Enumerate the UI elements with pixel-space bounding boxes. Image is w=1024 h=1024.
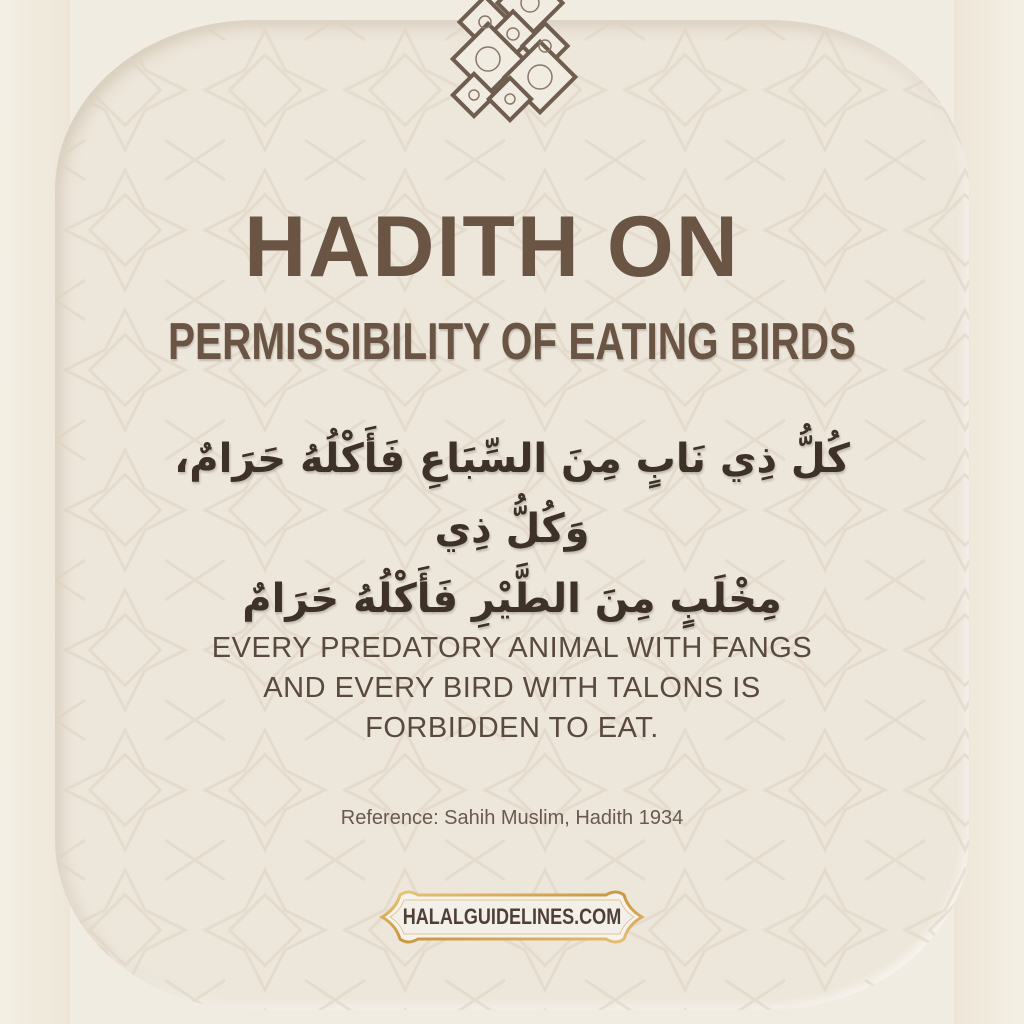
- website-link[interactable]: HALALGUIDELINES.COM: [402, 904, 622, 929]
- translation-line-2: AND EVERY BIRD WITH TALONS IS: [263, 672, 761, 704]
- page-subtitle: PERMISSIBILITY OF EATING BIRDS: [167, 313, 857, 371]
- translation-line-3: FORBIDDEN TO EAT.: [365, 712, 659, 744]
- page-title: HADITH ON: [244, 199, 740, 295]
- translation-line-1: EVERY PREDATORY ANIMAL WITH FANGS: [211, 632, 813, 664]
- islamic-geometric-lattice-icon: [445, 0, 579, 126]
- website-badge[interactable]: [378, 887, 646, 947]
- arabic-hadith-text: [150, 424, 874, 634]
- english-translation: [150, 628, 874, 748]
- reference-text: Reference: Sahih Muslim, Hadith 1934: [340, 807, 684, 829]
- arabic-line-1: كُلُّ ذِي نَابٍ مِنَ السِّبَاعِ فَأَكْلُهُ حَرَامٌ، وَكُلُّ ذِي: [174, 436, 850, 552]
- arabic-line-2: مِخْلَبٍ مِنَ الطَّيْرِ فَأَكْلُهُ حَرَامٌ: [242, 576, 782, 622]
